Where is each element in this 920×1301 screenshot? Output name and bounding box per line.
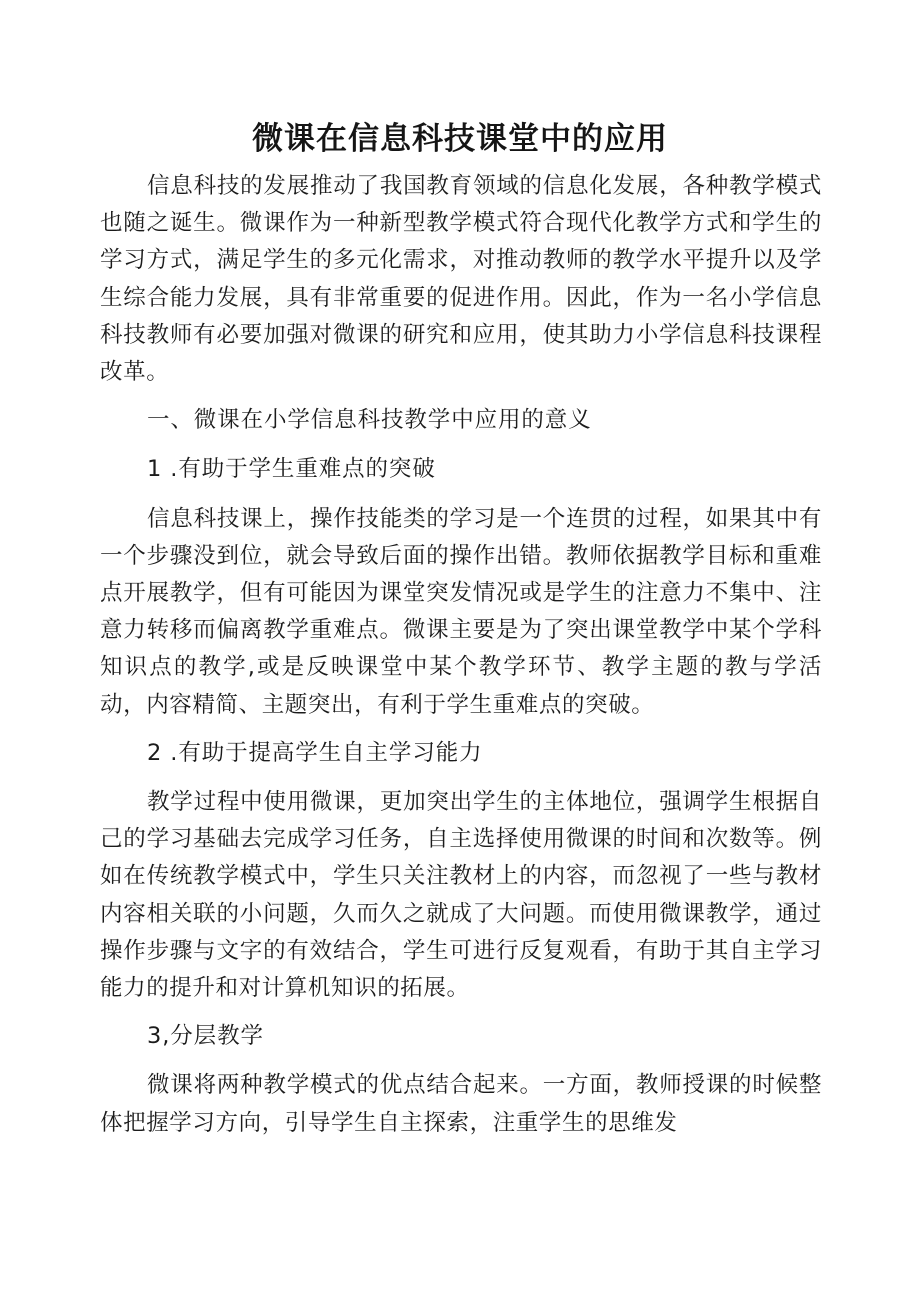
paragraph-section-1-3: 微课将两种教学模式的优点结合起来。一方面，教师授课的时候整体把握学习方向，引导学生自主探索，注重学生的思维发 (100, 1072, 822, 1136)
spacer (100, 489, 822, 501)
section-heading-1: 一、微课在小学信息科技教学中应用的意义 (147, 407, 592, 434)
document-body (100, 168, 822, 1142)
spacer (100, 1007, 822, 1018)
spacer (100, 391, 822, 402)
page-title: 微课在信息科技课堂中的应用 (252, 120, 668, 156)
spacer (100, 439, 822, 451)
paragraph-intro: 信息科技的发展推动了我国教育领域的信息化发展，各种教学模式也随之诞生。微课作为一种新型教学模式符合现代化教学方式和学生的学习方式，满足学生的多元化需求，对推动教师的教学水平提升以及学生综合能力发展，具有非常重要的促进作用。因此，作为一名小学信息科技教师有必要加强对微课的研究和应用，使其助力小学信息科技课程改革。 (100, 173, 822, 386)
subsection-heading-1-1: 1 .有助于学生重难点的突破 (147, 456, 436, 483)
subsection-heading-1-2: 2 .有助于提高学生自主学习能力 (147, 739, 483, 766)
spacer (100, 724, 822, 735)
spacer (100, 772, 822, 784)
spacer (100, 1055, 822, 1067)
paragraph-section-1-1: 信息科技课上，操作技能类的学习是一个连贯的过程，如果其中有一个步骤没到位，就会导致后面的操作出错。教师依据教学目标和重难点开展教学，但有可能因为课堂突发情况或是学生的注意力不集中、注意力转移而偏离教学重难点。微课主要是为了突出课堂教学中某个学科知识点的教学,或是反映课堂中某个教学环节、教学主题的教与学活动，内容精简、主题突出，有利于学生重难点的突破。 (100, 505, 822, 718)
subsection-heading-1-3: 3,分层教学 (147, 1023, 264, 1050)
paragraph-section-1-2: 教学过程中使用微课，更加突出学生的主体地位，强调学生根据自己的学习基础去完成学习任务，自主选择使用微课的时间和次数等。例如在传统教学模式中，学生只关注教材上的内容，而忽视了一些与教材内容相关联的小问题，久而久之就成了大问题。而使用微课教学，通过操作步骤与文字的有效结合，学生可进行反复观看，有助于其自主学习能力的提升和对计算机知识的拓展。 (100, 789, 822, 1002)
